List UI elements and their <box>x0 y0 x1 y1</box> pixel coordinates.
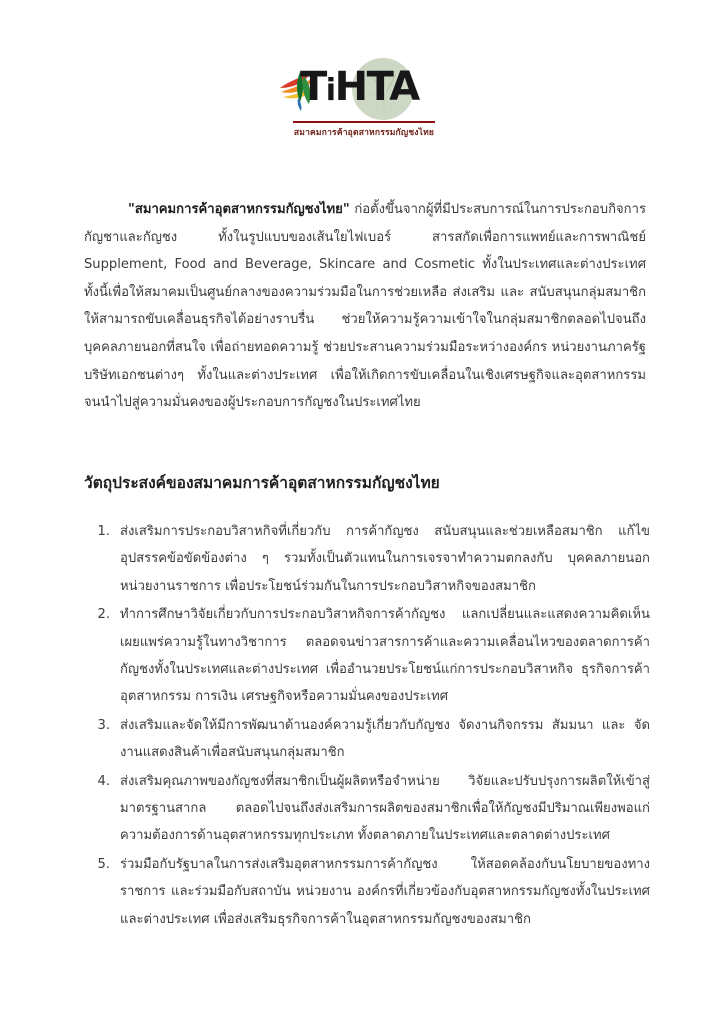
objectives-heading-wrap <box>84 472 646 494</box>
association-name: "สมาคมการค้าอุตสาหกรรมกัญชงไทย" <box>128 202 350 217</box>
logo-wordmark-i: i <box>325 73 335 108</box>
logo-mark <box>276 58 452 120</box>
objectives-heading: วัตถุประสงค์ของสมาคมการค้าอุตสาหกรรมกัญชงไทย <box>84 474 440 492</box>
list-item-text: ร่วมมือกับรัฐบาลในการส่งเสริมอุตสาหกรรมการค้ากัญชง ให้สอดคล้องกับนโยบายของทางราชการ และร่วมมือกับสถาบัน หน่วยงาน องค์กรที่เกี่ยวข้องกับอุตสาหกรรมกัญชงทั้งในประเทศและต่างประเทศ เพื่อส่งเสริมธุรกิจการค้าในอุตสาหกรรมกัญชงของสมาชิก <box>120 856 650 927</box>
list-item <box>84 851 650 933</box>
logo-subtitle: สมาคมการค้าอุตสาหกรรมกัญชงไทย <box>293 128 435 138</box>
list-item <box>84 601 650 711</box>
list-item-text: ส่งเสริมและจัดให้มีการพัฒนาด้านองค์ความรู้เกี่ยวกับกัญชง จัดงานกิจกรรม สัมมนา และ จัดงานแสดงสินค้าเพื่อสนับสนุนกลุ่มสมาชิก <box>120 717 650 761</box>
list-item-number: 5. <box>97 856 110 872</box>
objectives-list-wrap <box>84 518 650 934</box>
list-item <box>84 768 650 850</box>
objectives-list <box>84 518 650 933</box>
logo-divider-rule <box>293 121 435 123</box>
list-item <box>84 518 650 600</box>
list-item <box>84 712 650 767</box>
list-item-text: ส่งเสริมการประกอบวิสาหกิจที่เกี่ยวกับ การค้ากัญชง สนับสนุนและช่วยเหลือสมาชิก แก้ไขอุปสรรคข้อขัดข้องต่าง ๆ รวมทั้งเป็นตัวแทนในการเจรจาทำความตกลงกับ บุคคลภายนอก หน่วยงานราชการ เพื่อประโยชน์ร่วมกันในการประกอบวิสาหกิจของสมาชิก <box>120 524 650 594</box>
intro-paragraph <box>84 196 646 417</box>
tihta-logo <box>0 58 728 139</box>
list-item-number: 1. <box>97 524 110 539</box>
logo-wordmark <box>300 64 419 114</box>
list-item-number: 2. <box>97 607 110 623</box>
list-item-number: 3. <box>97 717 110 733</box>
list-item-text: ทำการศึกษาวิจัยเกี่ยวกับการประกอบวิสาหกิจการค้ากัญชง แลกเปลี่ยนและแสดงความคิดเห็นเผยแพร่ความรู้ในทางวิชาการ ตลอดจนข่าวสารการค้าและความเคลื่อนไหวของตลาดการค้ากัญชงทั้งในประเทศและต่างประเทศ เพื่ออำนวยประโยชน์แก่การประกอบวิสาหกิจ ธุรกิจการค้าอุตสาหกรรม การเงิน เศรษฐกิจหรือความมั่นคงของประเทศ <box>120 607 650 705</box>
logo-wordmark-t: T <box>300 64 326 110</box>
intro-paragraph-block <box>84 196 646 417</box>
list-item-number: 4. <box>97 773 110 789</box>
logo-wordmark-hta: HTA <box>334 64 419 110</box>
list-item-text: ส่งเสริมคุณภาพของกัญชงที่สมาชิกเป็นผู้ผลิตหรือจำหน่าย วิจัยและปรับปรุงการผลิตให้เข้าสู่มาตรฐานสากล ตลอดไปจนถึงส่งเสริมการผลิตของสมาชิกเพื่อให้กัญชงมีปริมาณเพียงพอแก่ความต้องการด้านอุตสาหกรรมทุกประเภท ทั้งตลาดภายในประเทศและตลาดต่างประเทศ <box>120 773 650 844</box>
intro-body-text: ก่อตั้งขึ้นจากผู้ที่มีประสบการณ์ในการประกอบกิจการกัญชาและกัญชง ทั้งในรูปแบบของเส้นใยไฟเบอร์ สารสกัดเพื่อการแพทย์และการพาณิชย์ Supplement, Food and Beverage, Skincare and Cosmetic ทั้งในประเทศและต่างประเทศ ทั้งนี้เพื่อให้สมาคมเป็นศูนย์กลางของความร่วมมือในการช่วยเหลือ ส่งเสริม และ สนับสนุนกลุ่มสมาชิก ให้สามารถขับเคลื่อนธุรกิจได้อย่างราบรื่น ช่วยให้ความรู้ความเข้าใจในกลุ่มสมาชิกตลอดไปจนถึงบุคคลภายนอกที่สนใจ เพื่อถ่ายทอดความรู้ ช่วยประสานความร่วมมือระหว่างองค์กร หน่วยงานภาครัฐ บริษัทเอกชนต่างๆ ทั้งในและต่างประเทศ เพื่อให้เกิดการขับเคลื่อนในเชิงเศรษฐกิจและอุตสาหกรรม จนนำไปสู่ความมั่นคงของผู้ประกอบการกัญชงในประเทศไทย <box>84 202 646 411</box>
